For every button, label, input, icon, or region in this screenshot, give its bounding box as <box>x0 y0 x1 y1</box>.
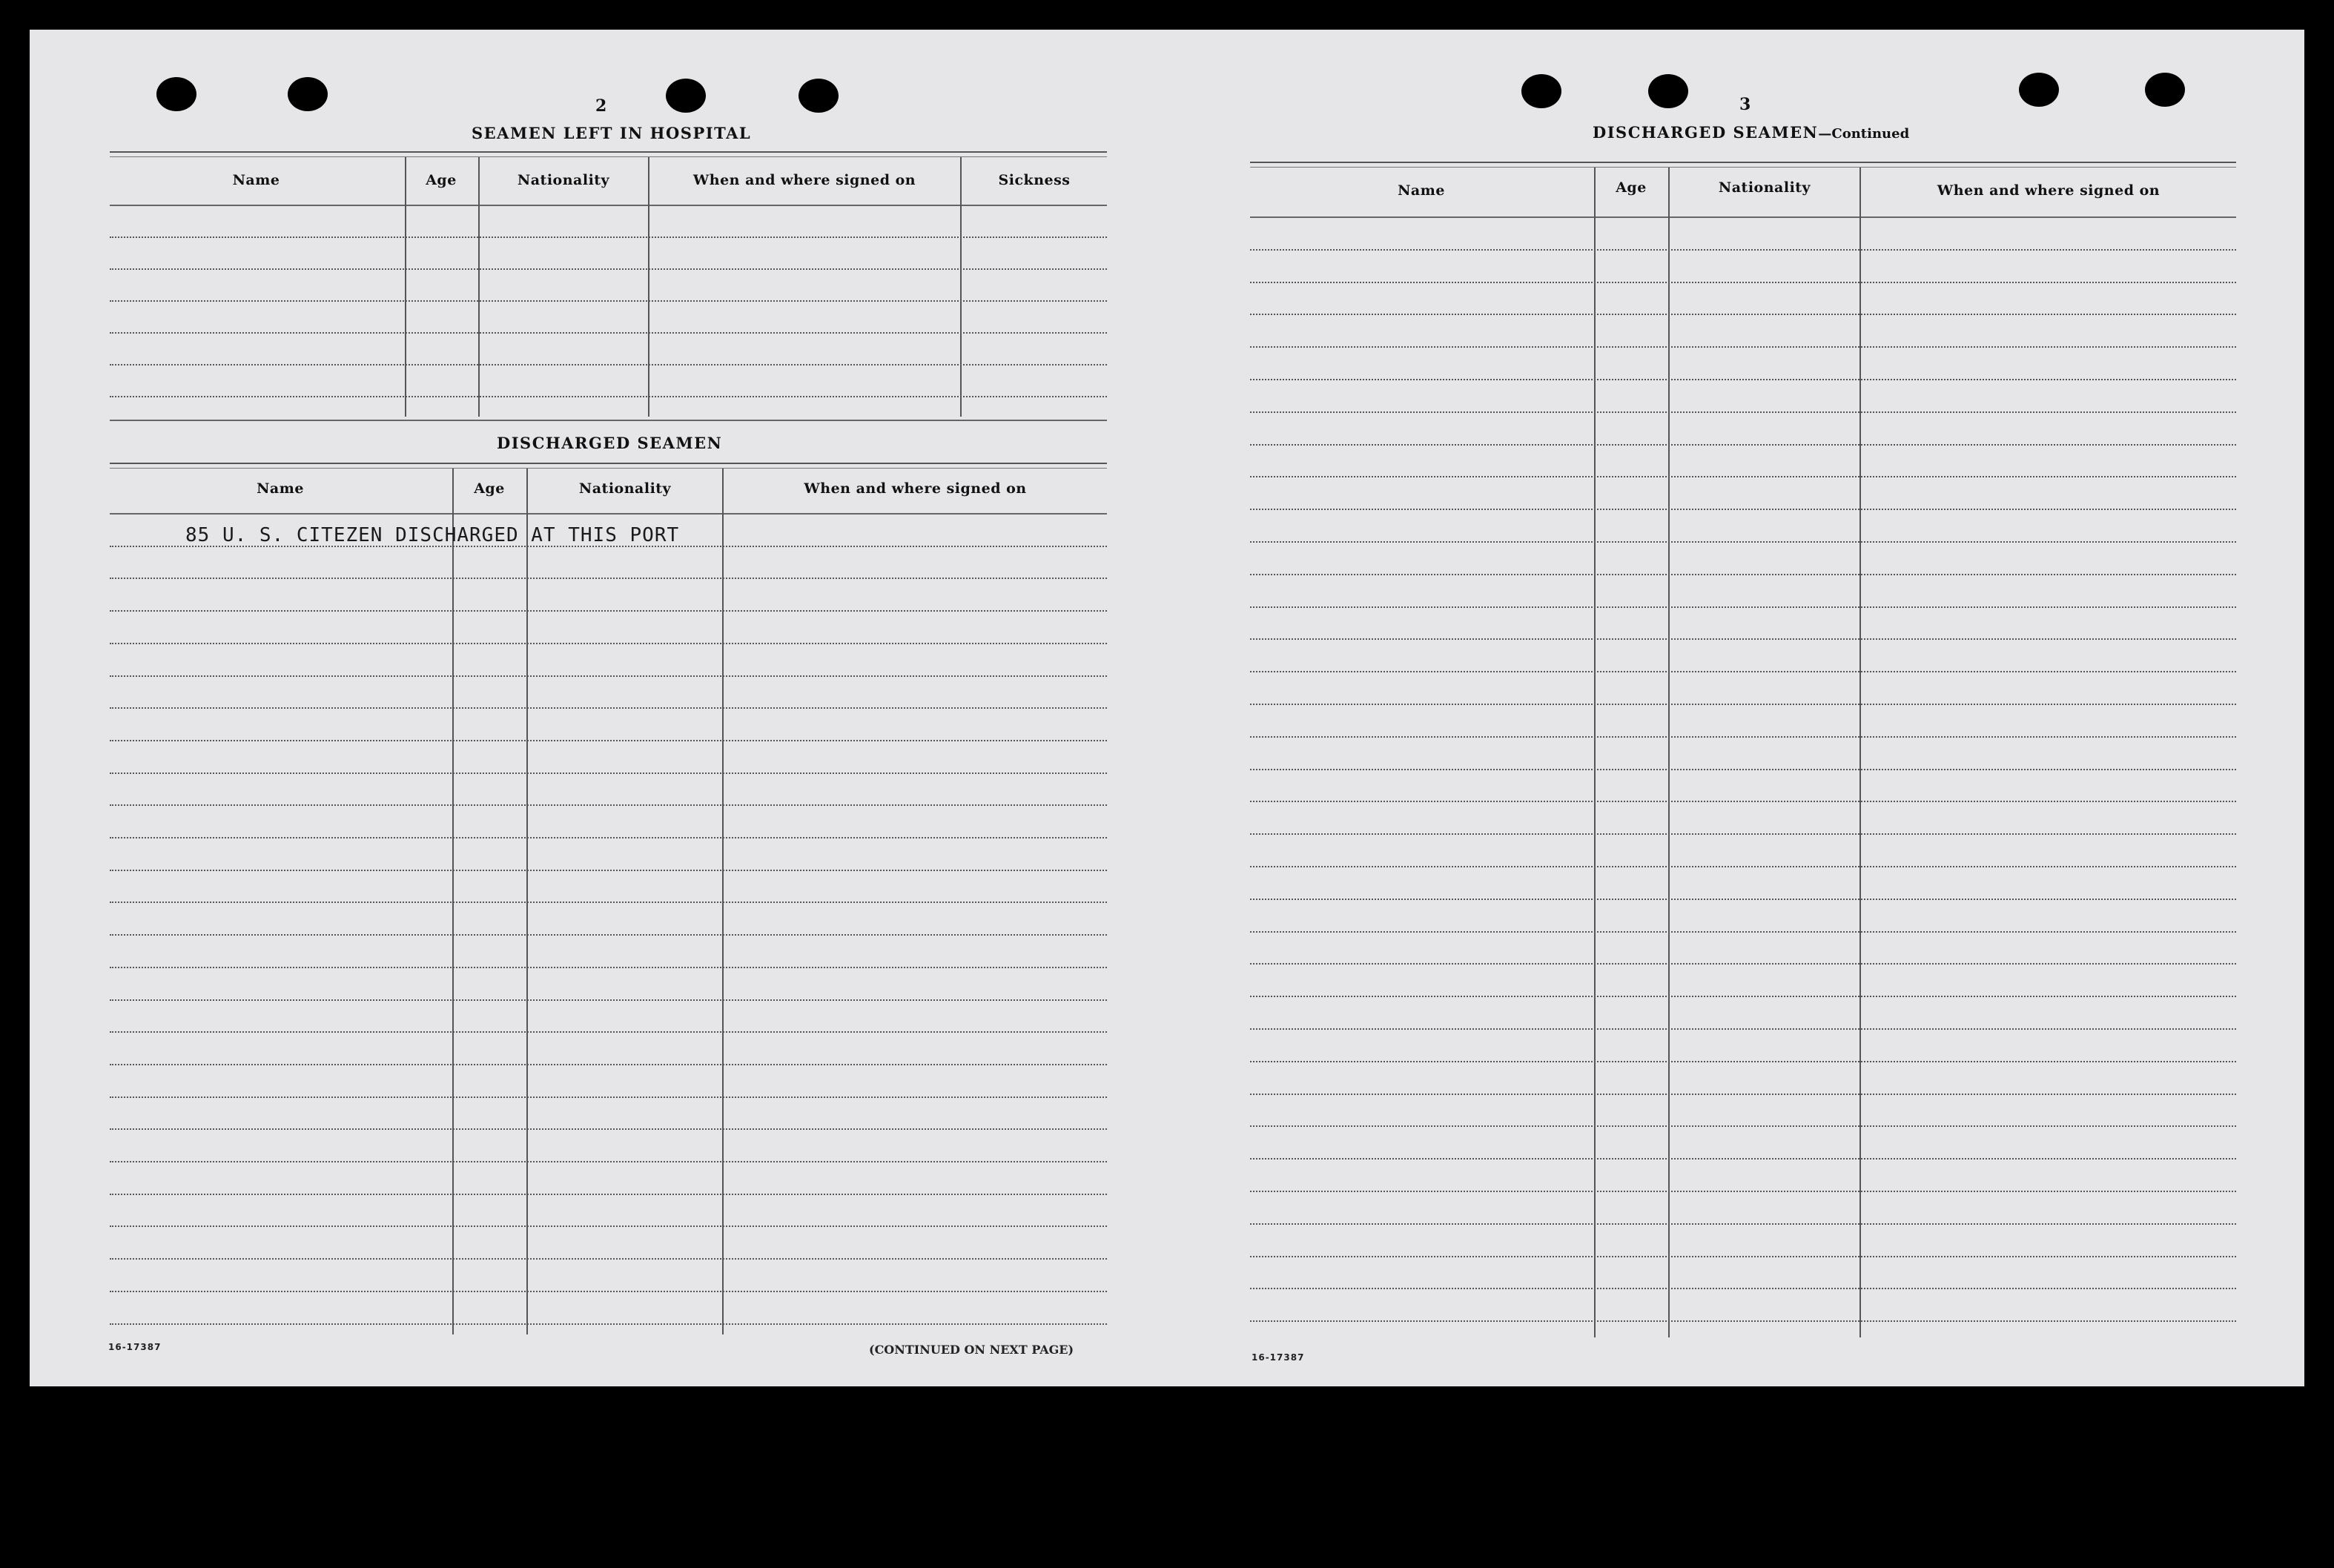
row-line <box>1250 833 2236 835</box>
row-line <box>110 1225 1107 1227</box>
punch-hole <box>288 77 328 111</box>
punch-hole <box>666 79 706 113</box>
right-col-age: Age <box>1616 179 1647 196</box>
right-section-title-text: DISCHARGED SEAMEN <box>1593 123 1819 142</box>
row-line <box>1250 963 2236 965</box>
row-line <box>110 773 1107 774</box>
row-line <box>1250 509 2236 510</box>
column-divider <box>478 157 480 417</box>
row-line <box>1250 574 2236 575</box>
row-line <box>110 675 1107 677</box>
row-line <box>1250 899 2236 900</box>
punch-hole <box>799 79 839 113</box>
row-line <box>1250 1288 2236 1289</box>
row-line <box>110 1291 1107 1292</box>
punch-hole <box>2145 73 2185 107</box>
row-line <box>110 902 1107 903</box>
right-form-code: 16-17387 <box>1252 1352 1305 1363</box>
row-line <box>110 1128 1107 1130</box>
row-line <box>110 1031 1107 1033</box>
right-section-title-suffix: —Continued <box>1818 126 1910 142</box>
row-line <box>1250 1028 2236 1030</box>
right-col-signed-on: When and where signed on <box>1937 182 2161 199</box>
hospital-table-bottom-rule <box>110 420 1107 421</box>
row-line <box>110 1161 1107 1162</box>
right-page-number: 3 <box>1739 95 1751 114</box>
column-divider <box>1594 168 1596 1337</box>
hospital-col-sickness: Sickness <box>998 172 1071 188</box>
punch-hole <box>1648 74 1688 108</box>
row-line <box>110 967 1107 968</box>
row-line <box>110 740 1107 741</box>
row-line <box>1250 1223 2236 1225</box>
right-col-nationality: Nationality <box>1718 179 1811 196</box>
row-line <box>1250 249 2236 251</box>
column-divider <box>1859 168 1861 1337</box>
row-line <box>1250 1256 2236 1257</box>
row-line <box>1250 769 2236 770</box>
row-line <box>110 396 1107 397</box>
row-line <box>110 578 1107 579</box>
row-line <box>110 300 1107 302</box>
hospital-col-nationality: Nationality <box>517 172 610 188</box>
row-line <box>110 332 1107 334</box>
row-line <box>1250 866 2236 867</box>
column-divider <box>648 157 649 417</box>
column-divider <box>960 157 962 417</box>
column-divider <box>1668 168 1670 1337</box>
column-divider <box>405 157 406 417</box>
row-line <box>1250 638 2236 640</box>
row-line <box>110 1323 1107 1325</box>
row-line <box>1250 314 2236 315</box>
row-line <box>110 643 1107 644</box>
row-line <box>1250 476 2236 477</box>
right-table-top-rule <box>1250 162 2236 168</box>
header-separator <box>110 513 1107 515</box>
row-line <box>110 837 1107 838</box>
hospital-col-age: Age <box>426 172 457 188</box>
row-line <box>1250 996 2236 997</box>
row-line <box>1250 1191 2236 1192</box>
row-line <box>110 999 1107 1001</box>
row-line <box>1250 444 2236 446</box>
row-line <box>1250 704 2236 705</box>
discharged-entry: 85 U. S. CITEZEN DISCHARGED AT THIS PORT <box>185 524 680 546</box>
left-form-code: 16-17387 <box>108 1342 162 1352</box>
row-line <box>1250 1061 2236 1062</box>
row-line <box>1250 1125 2236 1127</box>
row-line <box>1250 282 2236 283</box>
row-line <box>1250 736 2236 738</box>
row-line <box>1250 606 2236 608</box>
hospital-table-top-rule <box>110 151 1107 157</box>
row-line <box>110 1194 1107 1195</box>
row-line <box>110 804 1107 806</box>
row-line <box>1250 346 2236 348</box>
row-line <box>1250 379 2236 380</box>
continued-note: (CONTINUED ON NEXT PAGE) <box>869 1343 1074 1357</box>
row-line <box>1250 671 2236 672</box>
header-separator <box>110 205 1107 206</box>
row-line <box>1250 411 2236 413</box>
discharged-col-signed-on: When and where signed on <box>804 480 1027 497</box>
row-line <box>1250 931 2236 933</box>
right-section-title <box>1593 123 1909 142</box>
row-line <box>1250 1320 2236 1322</box>
discharged-col-name: Name <box>257 480 304 497</box>
row-line <box>110 1096 1107 1098</box>
discharged-col-age: Age <box>474 480 505 497</box>
discharged-table-top-rule <box>110 463 1107 469</box>
right-col-name: Name <box>1398 182 1445 199</box>
row-line <box>110 870 1107 871</box>
row-line <box>110 268 1107 270</box>
row-line <box>1250 541 2236 543</box>
row-line <box>110 934 1107 936</box>
row-line <box>1250 1094 2236 1095</box>
punch-hole <box>1521 74 1561 108</box>
row-line <box>110 610 1107 612</box>
punch-hole <box>156 77 196 111</box>
row-line <box>110 364 1107 365</box>
hospital-col-name: Name <box>232 172 280 188</box>
row-line <box>110 1258 1107 1260</box>
row-line <box>110 707 1107 709</box>
header-separator <box>1250 216 2236 218</box>
punch-hole <box>2019 73 2059 107</box>
hospital-section-title: SEAMEN LEFT IN HOSPITAL <box>472 124 752 142</box>
row-line <box>110 236 1107 238</box>
row-line <box>110 1064 1107 1065</box>
discharged-section-title: DISCHARGED SEAMEN <box>497 434 723 452</box>
row-line <box>1250 1158 2236 1160</box>
discharged-col-nationality: Nationality <box>578 480 672 497</box>
hospital-col-signed-on: When and where signed on <box>692 172 916 188</box>
left-page-number: 2 <box>595 96 607 116</box>
row-line <box>1250 801 2236 802</box>
